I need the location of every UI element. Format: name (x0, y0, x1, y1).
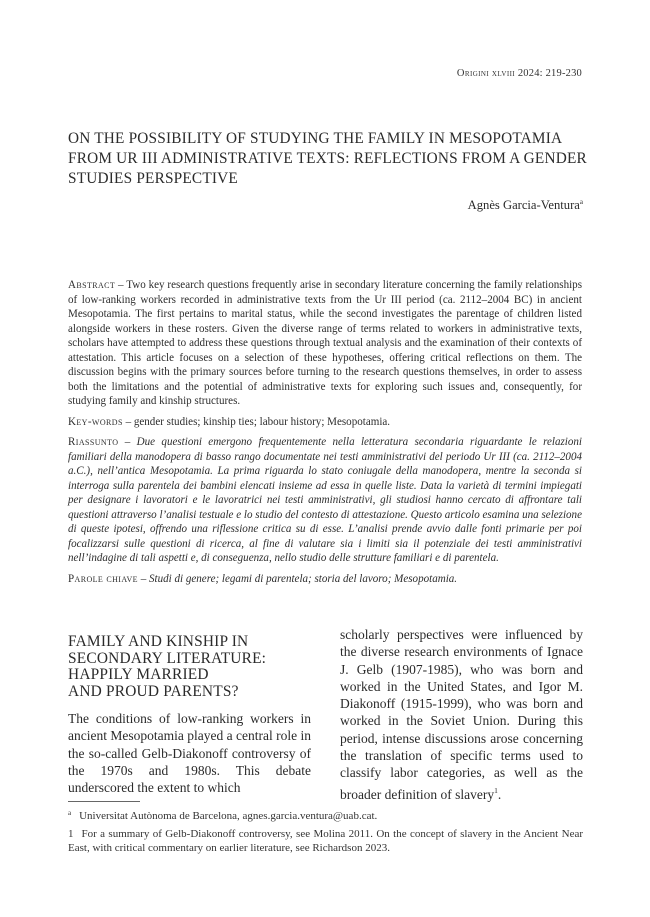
affiliation-footnote-text: Universitat Autònoma de Barcelona, agnes.garcia.ventura@uab.cat. (79, 810, 378, 822)
abstract-paragraph (68, 278, 582, 409)
body-text-right: scholarly perspectives were influenced by the diverse research environments of Ignace J. Gelb (1907-1985), who was born and worked in the United States, and Igor M. Diakonoff (1915-1999), who was born and worked in the Soviet Union. During this period, intense discussions arose concerning the translation of specific terms used to classify labor categories, as well as the broader definition of slavery (340, 627, 583, 802)
body-text-right-end: . (497, 786, 502, 802)
keywords-paragraph (68, 415, 582, 430)
left-column (68, 626, 311, 796)
article-title: ON THE POSSIBILITY OF STUDYING THE FAMILY IN MESOPOTAMIA FROM UR III ADMINISTRATIVE TEXTS: REFLECTIONS FROM A GENDER STUDIES PERSPECTIVE (68, 130, 587, 187)
section-heading-line: AND PROUD PARENTS? (68, 682, 239, 700)
keywords-text: – gender studies; kinship ties; labour history; Mesopotamia. (122, 415, 391, 428)
body-paragraph-right (340, 626, 583, 803)
abstract-text: – Two key research questions frequently arise in secondary literature concerning the family relationships of low-ranking workers recorded in administrative texts from the Ur III period (ca. 2112–2004 BC) in ancient Mesopotamia. The first pertains to marital status, while the second investigates the parentage of children listed alongside workers in these rosters. Given the diverse range of terms related to workers in administrative texts, scholars have attempted to address these questions through textual analysis and the examination of their contexts of attestation. This article focuses on a selection of these hypotheses, offering critical reflections on them. The discussion begins with the primary sources before turning to the research questions themselves, in order to assess both the limitations and the potential of administrative texts for exploring such issues and, consequently, for studying family and kinship structures. (68, 279, 582, 407)
section-heading-line: SECONDARY LITERATURE: (68, 649, 267, 667)
author-name: Agnès Garcia-Ventura (467, 198, 580, 212)
footnote-1-number: 1 (68, 828, 74, 840)
parole-chiave-label: Parole chiave (68, 572, 138, 585)
footnote-1-text: For a summary of Gelb-Diakonoff controversy, see Molina 2011. On the concept of slavery in the Ancient Near East, with critical commentary on earlier literature, see Richardson 2023. (68, 828, 583, 854)
author-affiliation-mark: a (579, 198, 583, 206)
affiliation-footnote-mark: a (68, 809, 72, 817)
right-column (340, 626, 583, 803)
abstract-block (68, 278, 582, 592)
abstract-label: Abstract (68, 279, 116, 291)
affiliation-footnote (68, 806, 583, 823)
section-heading-line: HAPPILY MARRIED (68, 666, 209, 683)
riassunto-label: Riassunto (68, 436, 119, 448)
keywords-label: Key-words (68, 415, 123, 428)
parole-chiave-text: – Studi di genere; legami di parentela; storia del lavoro; Mesopotamia. (137, 572, 458, 585)
journal-pages: 2024: 219-230 (517, 68, 582, 79)
footnote-ref-1[interactable]: 1 (494, 785, 498, 795)
parole-chiave-paragraph (68, 572, 582, 587)
journal-volume: xlviii (491, 68, 516, 79)
riassunto-text: – Due questioni emergono frequentemente nella letteratura secondaria riguardante le relazioni familiari della manodopera di basso rango documentate nei testi amministrativi del periodo Ur III (ca. 2112–2004 a.C.), nell’antica Mesopotamia. La prima riguarda lo stato coniugale della manodopera, mentre la seconda si interroga sulla parentela dei bambini elencati insieme ad essa in quelle liste. Data la varietà di termini impiegati per designare i lavoratori e le lavoratrici nei testi amministrativi, gli studiosi hanno cercato di affrontare tali questioni attraverso l’analisi testuale e lo studio del contesto di attestazione. Questo articolo esamina una selezione di queste ipotesi, offrendo una riflessione critica su di esse. L’analisi prende avvio dalle fonti primarie per poi focalizzarsi sulle questioni di ricerca, al fine di valutare sia i limiti sia il potenziale dei testi amministrativi nell’indagine di tali aspetti e, di conseguenza, nello studio delle strutture familiari e di parentela. (68, 436, 582, 564)
riassunto-paragraph (68, 435, 582, 566)
footnote-1 (68, 827, 583, 855)
section-heading (68, 634, 311, 700)
section-heading-line: FAMILY AND KINSHIP IN (68, 633, 249, 650)
footnotes-block (68, 806, 583, 859)
running-head (457, 68, 582, 79)
author-line (468, 198, 583, 213)
body-paragraph-left: The conditions of low-ranking workers in ancient Mesopotamia played a central role in the so-called Gelb-Diakonoff controversy of the 1970s and 1980s. This debate underscored the extent to which (68, 711, 311, 796)
footnote-divider (68, 801, 140, 802)
journal-name: Origini (456, 68, 490, 79)
